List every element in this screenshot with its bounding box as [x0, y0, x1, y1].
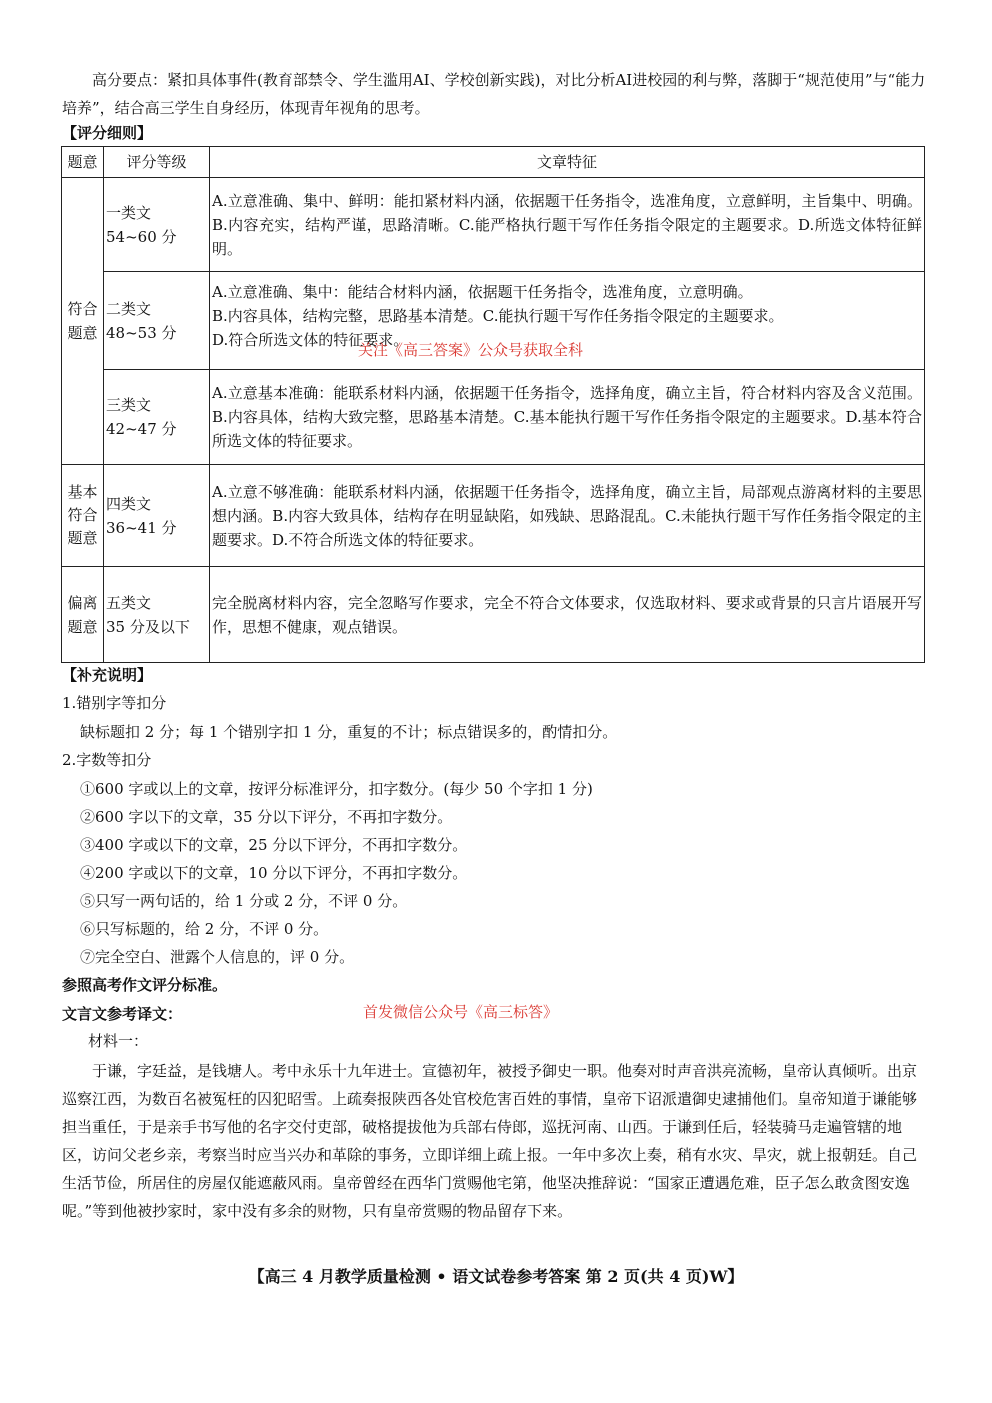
grade-range: 35 分及以下 [106, 617, 190, 636]
rubric-row-grade1 [62, 178, 925, 272]
wordcount-rule: ⑤只写一两句话的，给 1 分或 2 分，不评 0 分。 [80, 892, 408, 910]
rubric-table [61, 146, 925, 663]
watermark-text: 关注《高三答案》公众号获取全科 [358, 340, 584, 359]
group-label-off: 偏离题意 [62, 567, 104, 663]
rubric-row-grade2 [62, 272, 925, 370]
grade-range: 42~47 分 [106, 420, 177, 438]
wordcount-rule: ④200 字或以下的文章，10 分以下评分，不再扣字数分。 [80, 864, 468, 882]
supplement-item1-text: 缺标题扣 2 分；每 1 个错别字扣 1 分，重复的不计；标点错误多的，酌情扣分。 [80, 723, 618, 741]
feature-cell: A.立意基本准确：能联系材料内涵，依据题干任务指令，选择角度，确立主旨，符合材料内容及含义范围。B.内容具体，结构大致完整，思路基本清楚。C.基本能执行题干写作任务指令限定的主题要求。D.基本符合所选文体的特征要求。 [210, 370, 925, 465]
grade-range: 36~41 分 [106, 518, 177, 537]
translation-paragraph: 于谦，字廷益，是钱塘人。考中永乐十九年进士。宣德初年，被授予御史一职。他奏对时声音洪亮流畅，皇帝认真倾听。出京巡察江西，为数百名被冤枉的囚犯昭雪。上疏奏报陕西各处官校危害百姓的事情，皇帝下诏派遣御史逮捕他们。皇帝知道于谦能够担当重任，于是亲手书写他的名字交付吏部，破格提拔他为兵部右侍郎，巡抚河南、山西。于谦到任后，轻装骑马走遍管辖的地区，访问父老乡亲，考察当时应当兴办和革除的事务，立即详细上疏上报。一年中多次上奏，稍有水灾、旱灾，就上报朝廷。自己生活节俭，所居住的房屋仅能遮蔽风雨。皇帝曾经在西华门赏赐他宅第，他坚决推辞说：“国家正遭遇危难，臣子怎么敢贪图安逸呢。”等到他被抄家时，家中没有多余的财物，只有皇帝赏赐的物品留存下来。 [62, 1062, 918, 1220]
grade-cell [104, 465, 210, 567]
supplement-item1-title: 1.错别字等扣分 [62, 694, 167, 712]
header-topic: 题意 [62, 147, 104, 178]
grade-cell [104, 178, 210, 272]
wordcount-rule: ②600 字以下的文章，35 分以下评分，不再扣字数分。 [80, 808, 453, 826]
watermark-text: 首发微信公众号《高三标答》 [363, 1003, 559, 1021]
grade-name: 四类文 [106, 494, 152, 513]
grade-cell [104, 272, 210, 370]
material-label: 材料一： [88, 1032, 149, 1050]
rubric-heading: 【评分细则】 [62, 124, 153, 142]
header-grade: 评分等级 [104, 147, 210, 178]
page-footer: 【高三 4 月教学质量检测 • 语文试卷参考答案 第 2 页(共 4 页)W】 [248, 1267, 744, 1286]
feature-line: A.立意准确、集中：能结合材料内涵，依据题干任务指令，选准角度，立意明确。 [212, 282, 753, 301]
grade-cell [104, 370, 210, 465]
grade-name: 三类文 [106, 396, 152, 414]
wordcount-rule: ⑦完全空白、泄露个人信息的，评 0 分。 [80, 948, 355, 966]
grade-name: 一类文 [106, 203, 152, 222]
intro-paragraph: 高分要点：紧扣具体事件(教育部禁令、学生滥用AI、学校创新实践)，对比分析AI进校园的利与弊，落脚于“规范使用”与“能力培养”，结合高三学生自身经历，体现青年视角的思考。 [62, 71, 926, 117]
supplement-heading: 【补充说明】 [62, 666, 153, 684]
rubric-row-grade5 [62, 567, 925, 663]
translation-heading: 文言文参考译文： [62, 1005, 183, 1023]
grade-range: 48~53 分 [106, 323, 177, 342]
grade-cell [104, 567, 210, 663]
rubric-row-grade3 [62, 370, 925, 465]
feature-line: B.内容具体，结构完整，思路基本清楚。C.能执行题干写作任务指令限定的主题要求。 [212, 306, 784, 325]
feature-line-text: D.符合所选文体的特征要求。 [212, 330, 409, 349]
reference-note: 参照高考作文评分标准。 [62, 976, 228, 994]
group-label-partial: 基本符合题意 [62, 465, 104, 567]
grade-range: 54~60 分 [106, 227, 177, 246]
feature-cell: 完全脱离材料内容，完全忽略写作要求，完全不符合文体要求，仅选取材料、要求或背景的只言片语展开写作，思想不健康，观点错误。 [210, 567, 925, 663]
rubric-row-grade4 [62, 465, 925, 567]
grade-name: 二类文 [106, 299, 152, 318]
rubric-header-row [62, 147, 925, 178]
wordcount-rule: ③400 字或以下的文章，25 分以下评分，不再扣字数分。 [80, 836, 468, 854]
header-features: 文章特征 [210, 147, 925, 178]
wordcount-rule: ①600 字或以上的文章，按评分标准评分，扣字数分。(每少 50 个字扣 1 分) [80, 780, 593, 798]
supplement-item2-title: 2.字数等扣分 [62, 751, 152, 769]
grade-name: 五类文 [106, 593, 152, 612]
group-label-fits: 符合题意 [62, 178, 104, 465]
feature-cell: A.立意准确、集中、鲜明：能扣紧材料内涵，依据题干任务指令，选准角度，立意鲜明，主旨集中、明确。B.内容充实，结构严谨，思路清晰。C.能严格执行题干写作任务指令限定的主题要求。D.所选文体特征鲜明。 [210, 178, 925, 272]
feature-cell: A.立意不够准确：能联系材料内涵，依据题干任务指令，选择角度，确立主旨，局部观点游离材料的主要思想内涵。B.内容大致具体，结构存在明显缺陷，如残缺、思路混乱。C.未能执行题干写作任务指令限定的主题要求。D.不符合所选文体的特征要求。 [210, 465, 925, 567]
feature-cell [210, 272, 925, 370]
wordcount-rule: ⑥只写标题的，给 2 分，不评 0 分。 [80, 920, 329, 938]
